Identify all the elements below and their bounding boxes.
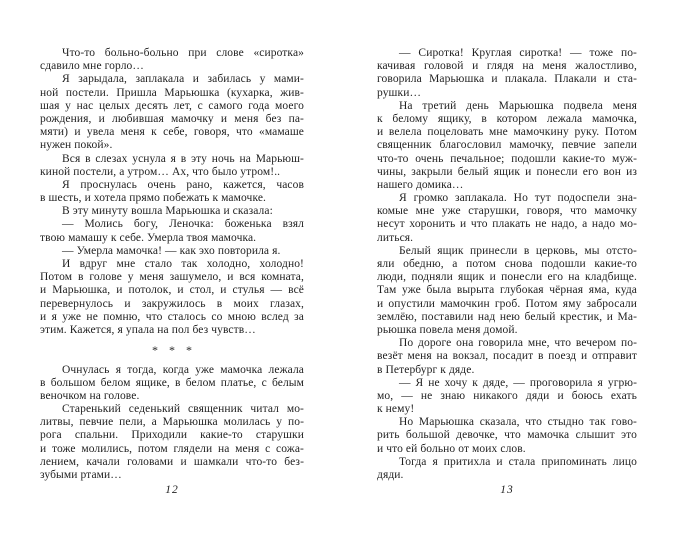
text-line: комые мне уже старушки, говоря, что мамочку: [377, 205, 637, 218]
text-line: литвы, певчие пели, а Марьюшка молилась у по-: [40, 416, 304, 429]
asterisk-glyph: *: [186, 342, 192, 357]
text-line: землёю, поставили над нею белый крестик, и Ма-: [377, 310, 637, 323]
text-line: яли обедню, а потом снова подошли какие-то: [377, 258, 637, 270]
text-line: шая у нас целых десять лет, с самого года моего: [40, 99, 304, 112]
text-line: лением, качали головами и шамкали что-то без-: [40, 455, 304, 468]
text-line: Там уже была вырыта глубокая чёрная яма, куда: [377, 284, 637, 297]
text-line: чины, закрыли белый ящик и понесли его вон из: [377, 165, 637, 178]
text-line: Белый ящик принесли в церковь, мы отсто-: [399, 244, 637, 257]
text-line: и я уже не помню, что сталось со мною вслед за: [40, 310, 304, 323]
text-line: и Марьюшка, и потолок, и стол, и стулья — всё: [40, 284, 304, 297]
text-line: священник благословил мамочку, певчие запели: [377, 139, 637, 152]
page-number: 12: [165, 484, 179, 496]
text-line: в Петербург к дяде.: [377, 363, 475, 376]
text-line: к нему!: [377, 403, 415, 416]
text-line: рить большой девочке, что мамочка слышит это: [377, 429, 637, 442]
page-left: [40, 47, 304, 517]
text-line: говорила Марьюшка и плакала. Плакали и ста-: [377, 73, 637, 86]
text-line: дяди.: [377, 469, 404, 481]
text-line: В эту минуту вошла Марьюшка и сказала:: [62, 205, 273, 218]
text-line: этим. Кажется, я упала на пол без чувств…: [40, 323, 256, 336]
text-line: и тоже молились, потом глядели на меня с сожа-: [40, 442, 304, 455]
text-line: Потом в голове у меня зашумело, и вся комната,: [40, 271, 304, 284]
text-line: качивая головой и глядя на меня жалостливо,: [377, 60, 637, 73]
text-line: сдавило мне горло…: [40, 60, 144, 73]
asterisk-glyph: *: [152, 342, 158, 357]
asterisk-glyph: *: [169, 342, 175, 357]
text-line: — Сиротка! Круглая сиротка! — тоже по-: [399, 47, 637, 59]
text-line: — Я не хочу к дяде, — проговорила я угрю-: [399, 376, 637, 389]
text-line: На третий день Марьюшка подвела меня: [399, 99, 637, 112]
text-line: и что ей больно от моих слов.: [377, 442, 526, 455]
text-line: везёт меня на вокзал, посадит в поезд и отправит: [377, 350, 637, 363]
text-line: киной постели, а утром… Ах, что было утром!..: [40, 165, 281, 178]
page-text: [377, 47, 637, 482]
text-line: твою мамашу к себе. Умерла твоя мамочка.: [40, 231, 257, 244]
page-number: 13: [500, 484, 514, 496]
text-line: Старенький седенький священник читал мо-: [62, 403, 304, 416]
text-line: мо, — не знаю никакого дяди и боюсь ехать: [377, 389, 637, 402]
text-line: Я проснулась очень рано, кажется, часов: [62, 178, 304, 191]
text-line: Вся в слезах уснула я в эту ночь на Марьюш-: [62, 152, 304, 165]
text-line: ной постели. Пришла Марьюшка (кухарка, жив-: [40, 86, 304, 99]
page-text: [40, 47, 304, 482]
text-line: мяти) и увела меня к себе, говоря, что «мамаше: [40, 126, 304, 139]
text-line: По дороге она говорила мне, что вечером по-: [399, 337, 637, 350]
text-line: И вдруг мне стало так холодно, холодно!: [62, 258, 304, 270]
text-line: к белому ящику, в котором лежала мамочка,: [377, 112, 637, 125]
text-line: Но Марьюшка сказала, что стыдно так гово-: [399, 416, 637, 429]
text-line: несут хоронить и что плакать не надо, а надо мо-: [377, 218, 637, 231]
text-line: что-то очень печальное; подошли какие-то муж-: [377, 152, 637, 165]
text-line: рога спальни. Приходили какие-то старушки: [40, 429, 304, 442]
page-right: [377, 47, 637, 517]
text-line: зубыми ртами…: [40, 469, 122, 482]
text-line: в большом белом ящике, в белом платье, с белым: [40, 376, 304, 389]
text-line: Я громко заплакала. Но тут подоспели зна-: [399, 192, 637, 205]
text-line: перевернулось и закружилось в моих глазах,: [40, 297, 304, 310]
text-line: Тогда я притихла и стала припоминать лицо: [399, 455, 637, 468]
text-line: Очнулась я тогда, когда уже мамочка лежала: [62, 363, 304, 376]
text-line: литься.: [377, 231, 414, 244]
text-line: и велела поцеловать мне мамочкину руку. Потом: [377, 126, 637, 139]
text-line: нужен покой».: [40, 139, 113, 152]
text-line: Я зарыдала, заплакала и забилась у мами-: [62, 73, 304, 86]
text-line: рьюшка повела меня домой.: [377, 323, 518, 336]
text-line: люди, подняли ящик и понесли его на кладбище.: [377, 271, 637, 284]
text-line: рождения, и любившая мамочку и меня без па-: [40, 112, 304, 125]
text-line: и опустили мамочкин гроб. Потом яму забросали: [377, 297, 637, 310]
text-line: — Умерла мамочка! — как эхо повторила я.: [62, 244, 281, 257]
text-line: веночком на голове.: [40, 389, 140, 402]
text-line: в шесть, и хотела прямо побежать к мамочке.: [40, 192, 267, 205]
section-separator: [40, 337, 304, 363]
text-line: рушки…: [377, 86, 422, 99]
text-line: — Молись богу, Леночка: боженька взял: [62, 218, 304, 231]
text-line: Что-то больно-больно при слове «сиротка»: [62, 47, 304, 59]
text-line: нашего домика…: [377, 178, 464, 191]
